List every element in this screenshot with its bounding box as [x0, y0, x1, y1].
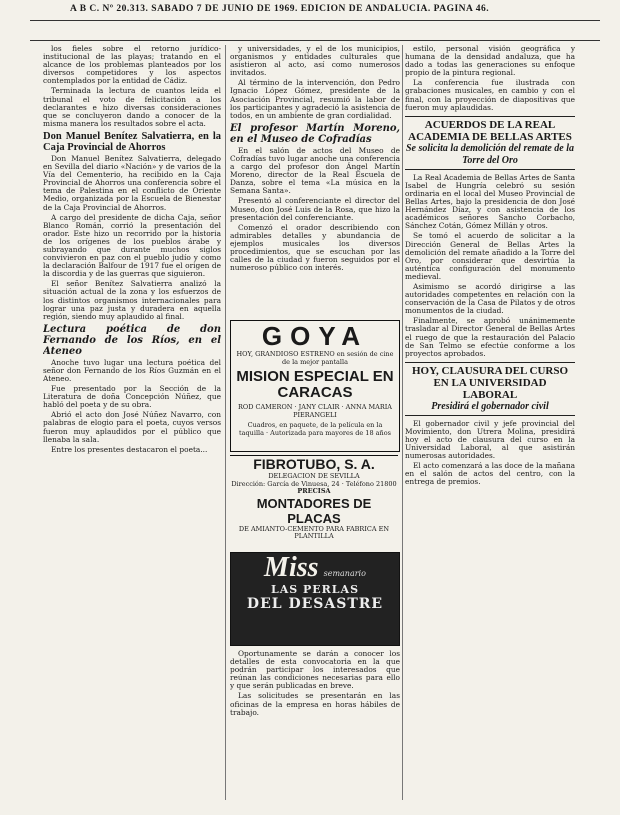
paragraph: Anoche tuvo lugar una lectura poética del señor don Fernando de los Ríos Guzmán en el Ateneo.: [43, 357, 221, 383]
subhead-gobernador: Presidirá el gobernador civil: [431, 400, 549, 412]
paragraph: Presentó al conferenciante el director del Museo, don José Luis de la Rosa, que hizo la presentación del conferenciante.: [230, 196, 400, 222]
column-2: [230, 45, 400, 345]
fibrotubo-address: Dirección: García de Vinuesa, 24 · Teléfono 21800: [231, 479, 397, 488]
paragraph: Se tomó el acuerdo de solicitar a la Dirección General de Bellas Artes la demolición del remate añadido a la Torre del Oro, por considerar que desvirtúa la auténtica configuración del monumento medieval.: [405, 231, 575, 281]
column-3: [405, 45, 575, 805]
miss-magazine-ad: [230, 552, 400, 646]
fibrotubo-precisa: PRECISA: [297, 487, 331, 495]
column-separator: [402, 45, 403, 800]
goya-cinema-ad: [230, 320, 400, 452]
miss-line-1: LAS PERLAS: [270, 583, 360, 596]
column-2-bottom: [230, 650, 400, 800]
fibrotubo-line: DELEGACION DE SEVILLA: [268, 472, 360, 480]
paragraph: Fue presentado por la Sección de la Literatura de doña Concepción Núñez, que habló del poeta y de su obra.: [43, 384, 221, 410]
paragraph: Las solicitudes se presentarán en las oficinas de la empresa en horas hábiles de trabajo.: [230, 691, 400, 717]
column-separator: [225, 45, 226, 800]
headline-clausura: HOY, CLAUSURA DEL CURSO EN LA UNIVERSIDAD LABORAL: [411, 364, 569, 401]
academia-headline-box: [405, 116, 575, 170]
paragraph: En el salón de actos del Museo de Cofradías tuvo lugar anoche una conferencia a cargo del profesor don Ángel Martín Moreno, director de la Real Escuela de Danza, sobre el tema «La música en la Semana Santa».: [230, 145, 400, 196]
paragraph: Terminada la lectura de cuantos leída el tribunal el voto de felicitación a los declarantes e hizo diversas consideraciones que se concluyeron dando a conocer de la misma manera los resultados sobre el acta.: [43, 86, 221, 128]
goya-cast: ROD CAMERON · JANY CLAIR · ANNA MARIA PIERANGELI: [237, 403, 392, 419]
miss-line-2: DEL DESASTRE: [246, 596, 384, 612]
paragraph: A cargo del presidente de dicha Caja, señor Blanco Román, corrió la presentación del orador. Este hizo un recorrido por la historia de los orígenes de los pueblos árabe y subrayando que durante muchos siglos convivieron en paz con el pueblo judío y como la declaración Balfour de 1917 fue el origen de la discordia y de las guerras que siguieron.: [43, 212, 221, 279]
page-header: A B C. Nº 20.313. SABADO 7 DE JUNIO DE 1969. EDICION DE ANDALUCIA. PAGINA 46.: [70, 4, 490, 14]
header-rule-top: [30, 20, 600, 21]
paragraph: Comenzó el orador describiendo con admirables detalles y abundancia de ejemplos musicales los diversos procedimientos, que se escuchan por las calles de la ciudad y fueron seguidos por el numeroso público con interés.: [230, 222, 400, 273]
fibrotubo-headline: MONTADORES DE PLACAS: [256, 495, 372, 526]
paragraph: estilo, personal visión geográfica y humana de la densidad andaluza, que ha dado a todas las generaciones su enfoque propio de la pintura regional.: [405, 45, 575, 78]
fibrotubo-title: FIBROTUBO, S. A.: [253, 456, 375, 472]
paragraph: Finalmente, se aprobó unánimemente trasladar al Director General de Bellas Artes el ruego de que la restauración del Palacio de San Telmo se efectúe conforme a los proyectos aprobados.: [405, 316, 575, 358]
goya-line: HOY, GRANDIOSO ESTRENO en sesión de cine de la mejor pantalla: [236, 350, 394, 366]
header-rule-bottom: [30, 40, 600, 41]
miss-logo: Miss: [264, 552, 319, 583]
miss-tagline: semanario: [323, 569, 366, 578]
paragraph: El acto comenzará a las doce de la mañana en el salón de actos del centro, con la entrega de premios.: [405, 461, 575, 487]
paragraph: La Real Academia de Bellas Artes de Santa Isabel de Hungría celebró su sesión ordinaria en el local del Museo Provincial de Bellas Artes, bajo la presidencia de don José Hernández Díaz, y con asistencia de los académicos señores Sancho Corbacho, Sánchez Cotán, Gómez Millán y otros.: [405, 172, 575, 231]
column-1: [43, 45, 221, 805]
paragraph: Asimismo se acordó dirigirse a las autoridades competentes en relación con la conservación de la Casa de Pilatos y de otros monumentos de la ciudad.: [405, 281, 575, 316]
headline-martin-moreno: El profesor Martín Moreno, en el Museo de Cofradías: [230, 122, 400, 145]
goya-film-title: MISION ESPECIAL EN CARACAS: [236, 368, 394, 401]
headline-academia: ACUERDOS DE LA REAL ACADEMIA DE BELLAS ARTES: [408, 118, 572, 143]
paragraph: Abrió el acto don José Núñez Navarro, con palabras de elogio para el poeta, cuyos versos fueron muy aplaudidos por el público que llenaba la sala.: [43, 410, 221, 444]
paragraph: Don Manuel Benítez Salvatierra, delegado en Sevilla del diario «Nación» y de varios de la Vía del Cementerio, ha recibido en la Caja Provincial de Ahorros una conferencia sobre el tema de Palestina en el conflicto de Oriente Medio, organizada por la Escuela de Bienestar de la Caja Provincial de Ahorros.: [43, 153, 221, 212]
paragraph: La conferencia fue ilustrada con grabaciones musicales, en cambio y con el final, con la proyección de diapositivas que fueron muy aplaudidas.: [405, 78, 575, 112]
paragraph: y universidades, y el de los municipios, organismos y entidades culturales que asistieron al acto, así como numerosos invitados.: [230, 45, 400, 78]
goya-note: Cuadros, en paquete, de la película en la taquilla · Autorizada para mayores de 18 años: [239, 421, 391, 437]
goya-title: GOYA: [261, 321, 369, 351]
paragraph: Al término de la intervención, don Pedro Ignacio López Gómez, presidente de la Asociación Provincial, resumió la labor de los participantes y agradeció la asistencia de todos, en un ambiente de gran cordialidad.: [230, 78, 400, 120]
fibrotubo-detail: DE AMIANTO-CEMENTO PARA FABRICA EN PLANTILLA: [238, 524, 390, 540]
universidad-headline-box: [405, 362, 575, 416]
paragraph: El señor Benítez Salvatierra analizó la situación actual de la zona y los esfuerzos de los distintos organismos internacionales para lograr una paz justa y duradera en aquella región, siendo muy aplaudido al final.: [43, 279, 221, 321]
paragraph: Entre los presentes destacaron el poeta...: [51, 444, 208, 454]
headline-lectura-poetica: Lectura poética de don Fernando de los Ríos, en el Ateneo: [43, 323, 221, 357]
paragraph: El gobernador civil y jefe provincial del Movimiento, don Utrera Molina, presidirá hoy el acto de clausura del curso en la Universidad Laboral, al que asistirán numerosas autoridades.: [405, 418, 575, 461]
fibrotubo-ad: [230, 455, 398, 546]
headline-benitez: Don Manuel Benítez Salvatierra, en la Caja Provincial de Ahorros: [43, 130, 221, 153]
paragraph: Oportunamente se darán a conocer los detalles de esta convocatoria en la que podrán participar los interesados que reúnan las condiciones necesarias para ello y que serán publicadas en breve.: [230, 650, 400, 691]
paragraph: los fieles sobre el retorno jurídico-institucional de las playas; tratando en el alcance de los problemas planteados por los diversos competidores y los aspectos contemplados por la entidad de Cádiz.: [43, 45, 221, 86]
subhead-torre-del-oro: Se solicita la demolición del remate de la Torre del Oro: [405, 142, 575, 166]
